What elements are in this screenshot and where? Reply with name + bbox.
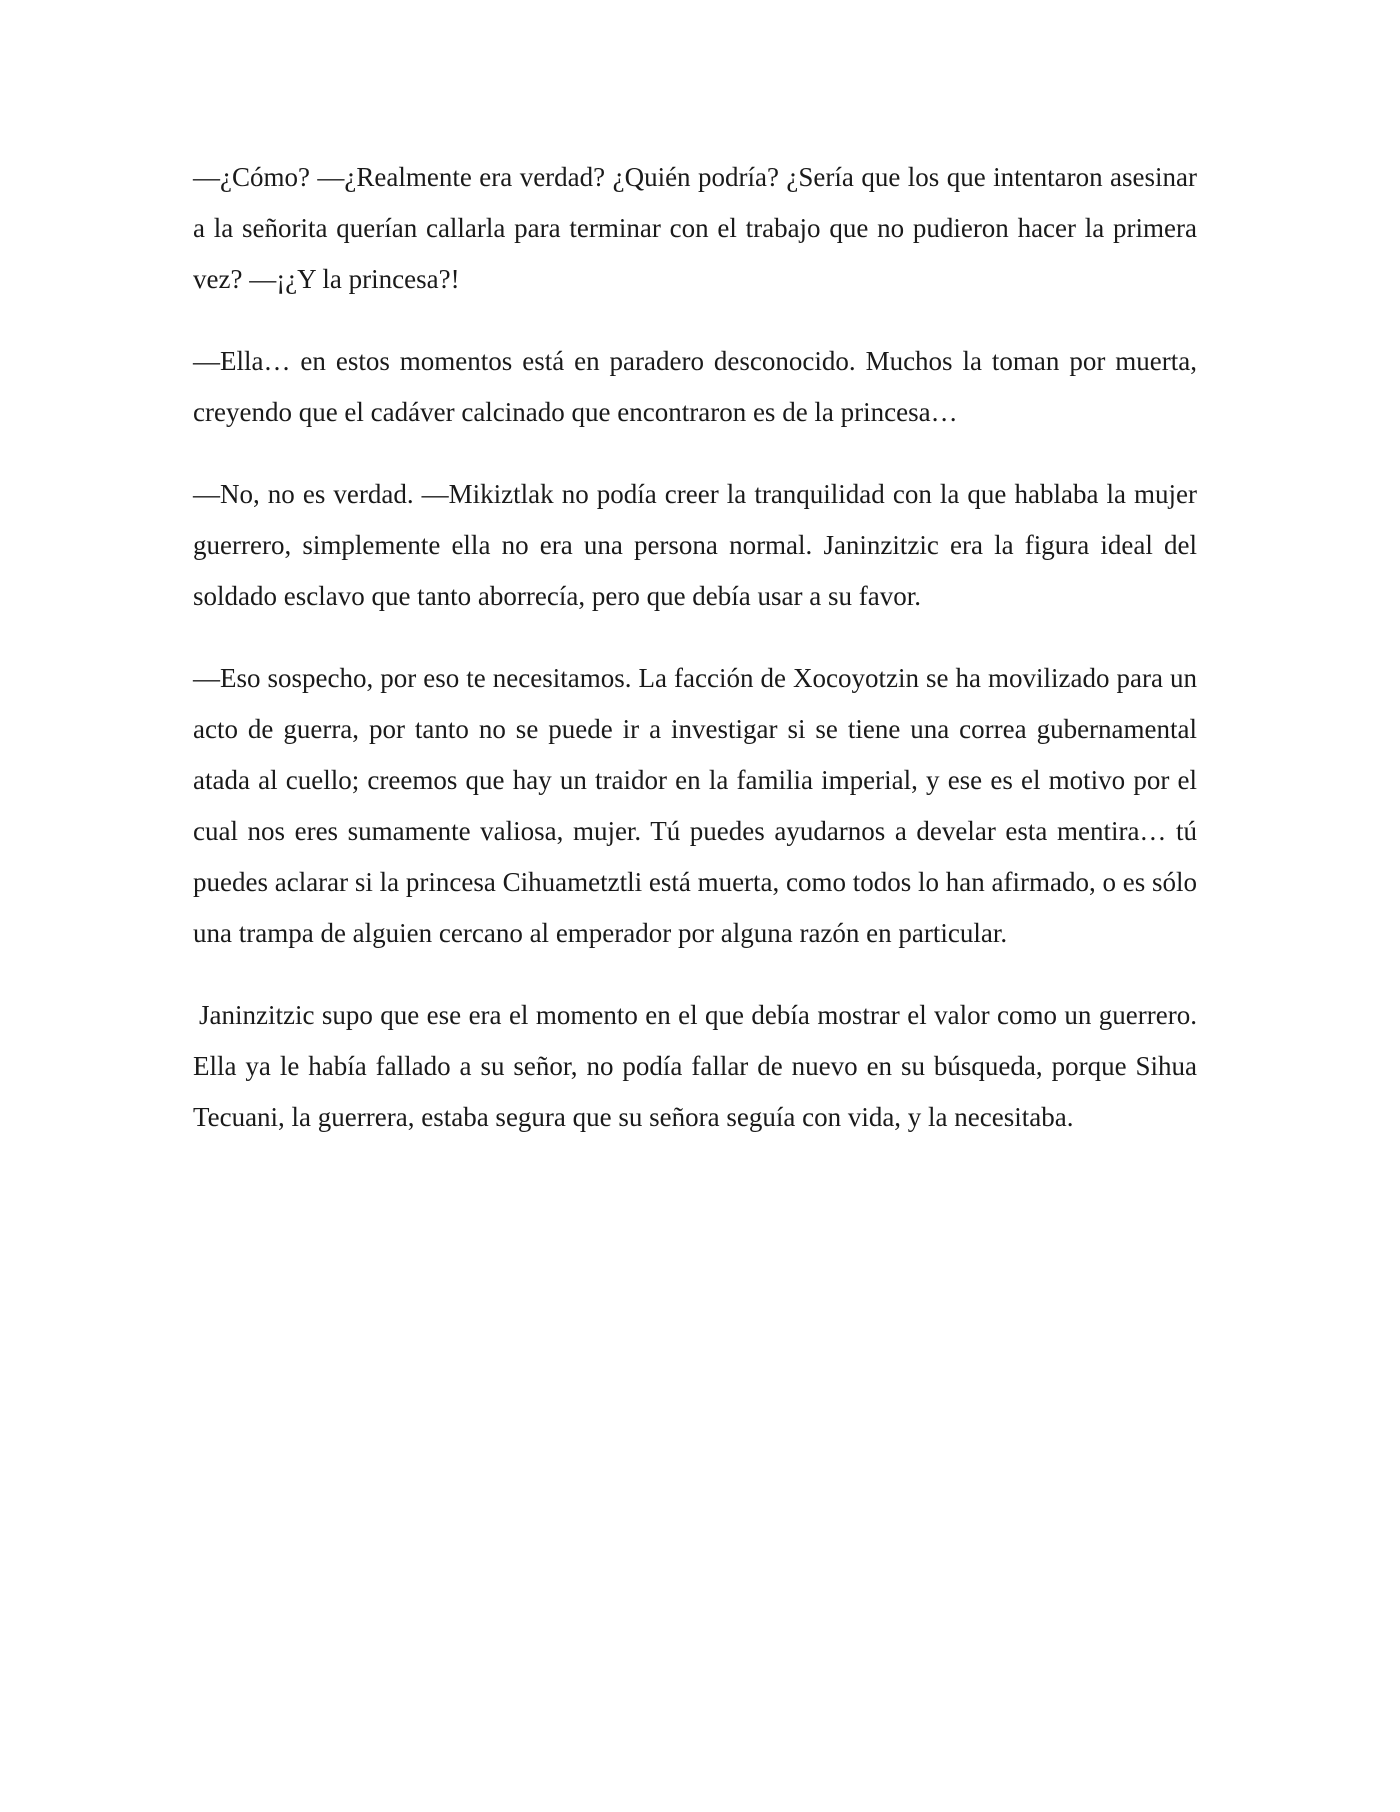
paragraph-2: —Ella… en estos momentos está en paradero desconocido. Muchos la toman por muerta, creyendo que el cadáver calcinado que encontraron es de la princesa… (193, 346, 1197, 427)
paragraph-1: —¿Cómo? —¿Realmente era verdad? ¿Quién podría? ¿Sería que los que intentaron asesinar a la señorita querían callarla para terminar con el trabajo que no pudieron hacer la primera vez? —¡¿Y la princesa?! (193, 162, 1197, 294)
paragraph-3: —No, no es verdad. —Mikiztlak no podía creer la tranquilidad con la que hablaba la mujer guerrero, simplemente ella no era una persona normal. Janinzitzic era la figura ideal del soldado esclavo que tanto aborrecía, pero que debía usar a su favor. (193, 479, 1197, 611)
paragraph-4: —Eso sospecho, por eso te necesitamos. La facción de Xocoyotzin se ha movilizado para un acto de guerra, por tanto no se puede ir a investigar si se tiene una correa gubernamental atada al cuello; creemos que hay un traidor en la familia imperial, y ese es el motivo por el cual nos eres sumamente valiosa, mujer. Tú puedes ayudarnos a develar esta mentira… tú puedes aclarar si la princesa Cihuametztli está muerta, como todos lo han afirmado, o es sólo una trampa de alguien cercano al emperador por alguna razón en particular. (193, 663, 1197, 948)
paragraph-5: Janinzitzic supo que ese era el momento en el que debía mostrar el valor como un guerrero. Ella ya le había fallado a su señor, no podía fallar de nuevo en su búsqueda, porque Sihua Tecuani, la guerrera, estaba segura que su señora seguía con vida, y la necesitaba. (193, 1000, 1197, 1132)
body-text (193, 152, 1197, 1174)
